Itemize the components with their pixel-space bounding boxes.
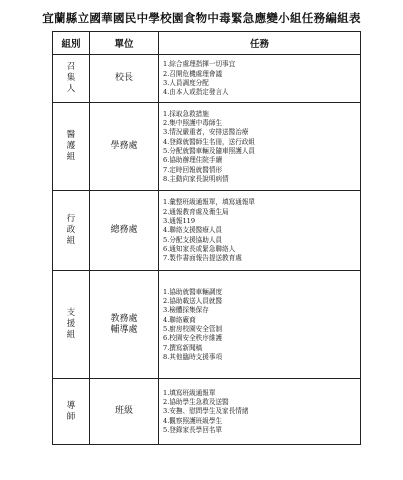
- task-item: 3.安撫、慰問學生及家長情緒: [163, 407, 249, 416]
- task-item: 1.綜合處理指揮一切事宜: [163, 60, 236, 69]
- table-row: [53, 379, 361, 445]
- task-item: 1.彙整班級通報單，填寫通報單: [163, 198, 256, 207]
- task-item: 5.分配就醫車輛及隨車照護人員: [163, 147, 256, 155]
- group-char: 行: [66, 214, 76, 224]
- task-item: 3.通報119: [163, 217, 196, 226]
- tasks-cell: [159, 55, 361, 103]
- unit-label: 學務處: [110, 141, 138, 151]
- group-char: 政: [66, 225, 76, 235]
- group-char: 醫: [66, 130, 76, 140]
- task-item: 3.檢體採集保存: [163, 306, 209, 315]
- header-tasks: 任務: [159, 32, 361, 55]
- unit-cell: [90, 379, 159, 445]
- header-unit: 單位: [90, 32, 159, 55]
- task-item: 3.人員調度分配: [163, 79, 209, 87]
- header-group: 組別: [53, 32, 90, 55]
- table-row: [53, 103, 361, 191]
- table-row: [53, 191, 361, 271]
- task-item: 7.定時回報就醫情形: [163, 165, 223, 174]
- unit-cell: [90, 55, 159, 103]
- task-item: 2.集中照護中毒師生: [163, 119, 223, 128]
- group-char: 導: [66, 400, 76, 411]
- task-item: 2.協助學生急救及送醫: [163, 398, 229, 407]
- table-row: [53, 55, 361, 103]
- group-cell: [53, 271, 90, 379]
- document-title: 宜蘭縣立國華國民中學校園食物中毒緊急應變小組任務編組表: [42, 11, 361, 25]
- task-item: 7.撰寫新聞稿: [163, 343, 203, 352]
- group-char: 組: [66, 152, 76, 162]
- task-item: 3.情況嚴重者，安排送醫治療: [163, 128, 249, 137]
- group-char: 組: [66, 236, 76, 246]
- task-item: 6.校園安全秩序維護: [163, 334, 223, 343]
- task-assignment-table: [52, 31, 361, 445]
- group-cell: [53, 55, 90, 103]
- task-item: 4.登錄就醫師生名冊，送行政組: [163, 137, 256, 146]
- task-item: 5.分配支援協助人員: [163, 235, 223, 244]
- group-char: 召: [66, 62, 76, 72]
- tasks-cell: [159, 191, 361, 271]
- task-item: 7.製作書面報告提送教育處: [163, 254, 242, 263]
- task-item: 4.由本人或指定發言人: [163, 88, 229, 97]
- tasks-cell: [159, 379, 361, 445]
- unit-cell: [90, 103, 159, 191]
- task-item: 8.主動向家長說明病情: [163, 174, 229, 183]
- unit-label: 輔導處: [110, 324, 138, 335]
- table-row: [53, 271, 361, 379]
- task-item: 8.其他臨時支援事項: [163, 352, 223, 361]
- task-item: 4.聯絡廠商: [163, 315, 196, 324]
- task-item: 4.觀察照護班級學生: [163, 416, 223, 425]
- unit-label: 教務處: [110, 313, 138, 324]
- group-char: 護: [66, 141, 76, 151]
- group-char: 組: [66, 330, 76, 340]
- group-char: 人: [66, 84, 76, 94]
- task-item: 5.登錄家長學回名單: [163, 425, 223, 434]
- task-item: 1.填寫班級通報單: [163, 388, 216, 397]
- group-char: 師: [66, 411, 76, 422]
- group-cell: [53, 103, 90, 191]
- unit-label: 校長: [114, 73, 133, 83]
- task-item: 1.採取急救措施: [163, 109, 209, 118]
- tasks-cell: [159, 271, 361, 379]
- task-item: 2.協助載送人員就醫: [163, 297, 223, 306]
- task-item: 2.通報教育處及衛生局: [163, 207, 229, 216]
- group-cell: [53, 191, 90, 271]
- unit-label: 總務處: [110, 225, 138, 235]
- table-header-row: [53, 32, 361, 55]
- group-char: 援: [66, 319, 76, 329]
- task-item: 5.廚房校園安全管制: [163, 325, 223, 333]
- tasks-cell: [159, 103, 361, 191]
- task-item: 6.協助辦理住院手續: [163, 156, 223, 165]
- task-item: 4.聯絡支援醫療人員: [163, 226, 223, 235]
- task-item: 2.召開危機處理會議: [163, 69, 223, 78]
- task-item: 6.通知家長或緊急聯絡人: [163, 244, 236, 253]
- task-item: 1.協助就醫車輛調度: [163, 287, 223, 296]
- group-char: 支: [66, 308, 76, 318]
- unit-cell: [90, 271, 159, 379]
- unit-cell: [90, 191, 159, 271]
- group-char: 集: [66, 73, 76, 83]
- group-cell: [53, 379, 90, 445]
- unit-label: 班級: [114, 406, 133, 416]
